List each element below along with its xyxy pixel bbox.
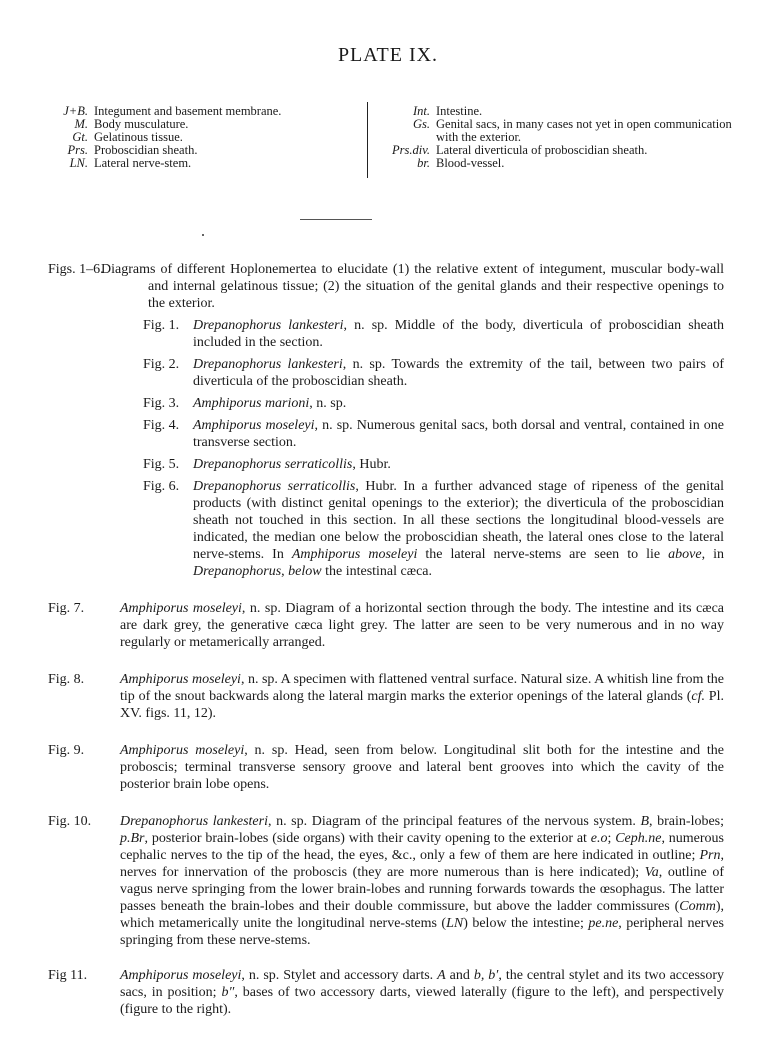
figure-text-body: , the central stylet and its two accessory sacs, in position; xyxy=(120,968,725,1000)
figure-text-body: ), which metamerically unite the longitudinal nerve-stems ( xyxy=(120,899,724,931)
sub-figure-entry xyxy=(0,356,776,390)
sub-figure-entry xyxy=(0,456,776,473)
figure-text-body: , n. sp. A specimen with flattened ventral surface. Natural size. A whitish line from the tip of the snout backwards along the lateral margin marks the exterior openings of the lateral glands ( xyxy=(120,672,724,704)
emphasis: below xyxy=(288,564,322,579)
figure-text xyxy=(120,600,724,651)
figure-text-body: , nerves for innervation of the proboscis (they are more numerous than is here indicated); xyxy=(120,848,724,880)
figure-text xyxy=(193,456,724,473)
abbr-ref: Ceph.ne xyxy=(615,831,662,846)
emphasis: above xyxy=(668,547,702,562)
figure-text-body: , in xyxy=(701,547,724,562)
figure-label: Fig. 6. xyxy=(143,479,180,494)
abbr-ref: Va xyxy=(644,865,659,880)
legend-abbr: M. xyxy=(74,117,88,131)
emphasis: cf. xyxy=(691,689,705,704)
figure-text-body: , posterior brain-lobes (side organs) with their cavity opening to the exterior at xyxy=(144,831,591,846)
figure-text-body: , brain-lobes; xyxy=(649,814,725,829)
abbr-ref: Comm xyxy=(679,899,716,914)
species-name: Amphiporus marioni xyxy=(193,396,310,411)
figure-text-body: , bases of two accessory darts, viewed laterally (figure to the left), and perspectively (figure to the right). xyxy=(120,985,724,1017)
abbr-ref: LN xyxy=(446,916,464,931)
figure-text-body: , outline of vagus nerve springing from the lower brain-lobes and running forwards towards the œsophagus. The latter passes beneath the brain-lobes and their double commissure, but above the ladder commissures ( xyxy=(120,865,725,914)
legend-row xyxy=(30,157,360,170)
abbr-ref: e.o xyxy=(590,831,608,846)
figure-text-body: ; xyxy=(607,831,616,846)
plate-title: PLATE IX. xyxy=(337,44,439,66)
species-name: Amphiporus moseleyi xyxy=(120,743,245,758)
figure-explanations xyxy=(0,261,776,1018)
figure-text-body: , Hubr. xyxy=(352,457,391,472)
species-name: Amphiporus moseleyi xyxy=(193,418,315,433)
figure-text xyxy=(120,671,724,722)
species-name: Drepanophorus lankesteri xyxy=(193,357,343,372)
legend-abbr: br. xyxy=(417,156,430,170)
figure-text xyxy=(193,478,724,580)
legend-desc: Body musculature. xyxy=(94,117,189,131)
figure-text-body: , peripheral nerves springing from these nerve-stems. xyxy=(120,916,724,948)
species-name: Drepanophorus serraticollis xyxy=(193,457,353,472)
species-name: Drepanophorus lankesteri xyxy=(193,318,344,333)
abbr-ref: Prn xyxy=(699,848,721,863)
legend-desc: Intestine. xyxy=(436,104,483,118)
figure-text-body: , n. sp. Towards the extremity of the tail, between two pairs of diverticula of the proboscidian sheath. xyxy=(193,357,725,389)
figure-label: Figs. 1–6. xyxy=(48,262,104,277)
figure-text-body: , xyxy=(281,564,289,579)
legend-desc: Proboscidian sheath. xyxy=(94,143,198,157)
abbr-ref: p.Br xyxy=(120,831,145,846)
figure-text-body: , n. sp. Middle of the body, diverticula of proboscidian sheath included in the section. xyxy=(193,318,725,350)
legend-desc: Blood-vessel. xyxy=(436,156,505,170)
species-name: Drepanophorus serraticollis xyxy=(193,479,356,494)
figure-text-body: the intestinal cæca. xyxy=(321,564,433,579)
figure-text-body: , Hubr. In a further advanced stage of ripeness of the genital products (with distinct genital openings to the exterior); the diverticula of the proboscidian sheath not touched in this section. In all these sections the longitudinal blood-vessels are indicated, the median one below the proboscidian sheath, the lateral ones close to the lateral nerve-stems. In xyxy=(193,479,724,562)
figure-label: Fig. 7. xyxy=(48,601,85,616)
fig-8-entry xyxy=(0,671,776,722)
fig-11-entry xyxy=(0,967,776,1018)
species-name: Drepanophorus lankesteri xyxy=(120,814,268,829)
figure-text-body: , n. sp. Head, seen from below. Longitudinal slit both for the intestine and the proboscis; terminal transverse sensory groove and lateral bent grooves into which the cavity of the posterior brain lobe opens. xyxy=(120,743,724,792)
figure-text-body: and xyxy=(445,968,474,983)
legend-row xyxy=(378,144,738,157)
sub-figure-entry xyxy=(0,395,776,412)
abbr-ref: b, b′ xyxy=(473,968,499,983)
figure-text: Diagrams of different Hoplonemertea to elucidate (1) the relative extent of integument, muscular body-wall and internal gelatinous tissue; (2) the situation of the genital glands and their respective openings to the exterior. xyxy=(101,262,724,311)
figure-label: Fig. 2. xyxy=(143,357,180,372)
figure-text-body: ) below the intestine; xyxy=(463,916,589,931)
legend-desc: Lateral nerve-stem. xyxy=(94,156,192,170)
figure-label: Fig. 8. xyxy=(48,672,85,687)
legend-abbr: J+B. xyxy=(63,104,88,118)
abbr-ref: b″ xyxy=(221,985,235,1000)
figure-text-body: , n. sp. Stylet and accessory darts. xyxy=(241,968,438,983)
figure-text-body: , numerous cephalic nerves to the tip of the head, the eyes, &c., only a few of them are here indicated in outline; xyxy=(120,831,724,863)
figure-label: Fig. 3. xyxy=(143,396,180,411)
legend-divider xyxy=(367,102,368,178)
figure-text-body: , n. sp. Diagram of a horizontal section through the body. The intestine and its cæca are dark grey, the generative cæca light grey. The latter are seen to be very numerous and in no way regularly or metamerically arranged. xyxy=(120,601,724,650)
figure-text xyxy=(120,742,724,793)
species-name: Drepanophorus xyxy=(193,564,282,579)
figure-text xyxy=(193,356,724,390)
figure-text-body: , n. sp. Diagram of the principal features of the nervous system. xyxy=(267,814,636,829)
legend-abbr: Prs.div. xyxy=(392,143,430,157)
species-name: Amphiporus moseleyi xyxy=(120,601,242,616)
figure-label: Fig 11. xyxy=(48,968,88,983)
legend-desc: Genital sacs, in many cases not yet in open communication with the exterior. xyxy=(436,117,732,144)
legend-abbr: Int. xyxy=(412,104,430,118)
fig-7-entry xyxy=(0,600,776,651)
abbr-ref: A xyxy=(437,968,446,983)
figure-label: Fig. 5. xyxy=(143,457,180,472)
figs-1-6-entry xyxy=(0,261,776,312)
figure-text xyxy=(193,417,724,451)
legend-abbr: Prs. xyxy=(67,143,88,157)
figure-label: Fig. 1. xyxy=(143,318,180,333)
fig-9-entry xyxy=(0,742,776,793)
species-name: Amphiporus moseleyi xyxy=(291,547,418,562)
figure-text xyxy=(120,813,724,949)
legend-abbr: Gt. xyxy=(72,130,88,144)
legend-abbr: LN. xyxy=(69,156,88,170)
legend-desc: Gelatinous tissue. xyxy=(94,130,183,144)
sub-figure-entry xyxy=(0,417,776,451)
figure-text xyxy=(193,395,724,412)
figure-text xyxy=(120,967,724,1018)
legend-desc: Lateral diverticula of proboscidian sheath. xyxy=(436,143,648,157)
fig-10-entry xyxy=(0,813,776,949)
species-name: Amphiporus moseleyi xyxy=(120,672,241,687)
legend-right xyxy=(378,105,738,170)
legend-desc: Integument and basement membrane. xyxy=(94,104,282,118)
figure-text-body: , n. sp. xyxy=(309,396,347,411)
figure-label: Fig. 9. xyxy=(48,743,85,758)
figure-label: Fig. 10. xyxy=(48,814,92,829)
abbr-ref: pe.ne xyxy=(588,916,619,931)
figure-text-body: the lateral nerve-stems are seen to lie xyxy=(417,547,669,562)
sub-figure-entry xyxy=(0,317,776,351)
legend-left xyxy=(30,105,360,170)
abbr-ref: B xyxy=(640,814,650,829)
sub-figure-entry xyxy=(0,478,776,580)
figure-text xyxy=(193,317,724,351)
legend-abbr: Gs. xyxy=(412,117,430,131)
legend-row xyxy=(378,157,738,170)
print-speck xyxy=(202,234,204,236)
figure-text-body: , n. sp. Numerous genital sacs, both dorsal and ventral, contained in one transverse section. xyxy=(193,418,725,450)
figure-text-body: Pl. XV. figs. 11, 12). xyxy=(120,689,724,721)
figure-label: Fig. 4. xyxy=(143,418,180,433)
separator-rule xyxy=(300,219,372,220)
species-name: Amphiporus moseleyi xyxy=(120,968,242,983)
legend-row xyxy=(378,118,738,144)
